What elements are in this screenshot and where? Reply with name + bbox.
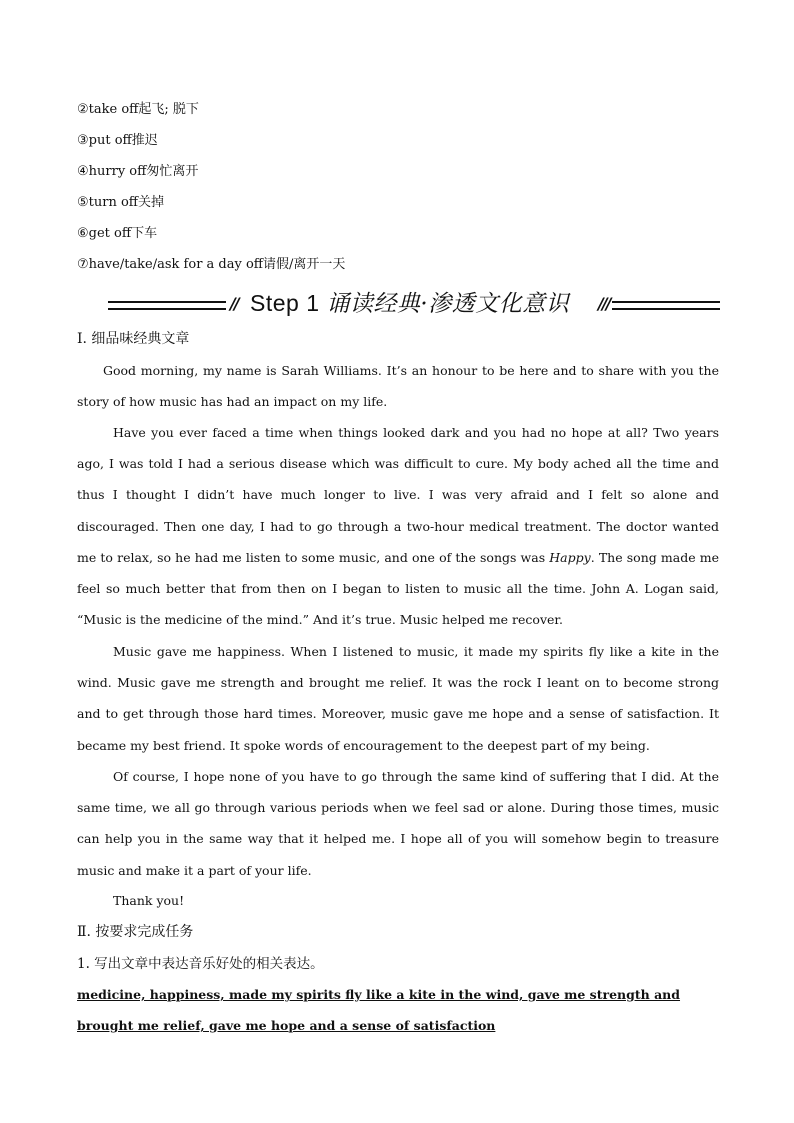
banner-title-cn: 诵读经典·渗透文化意识: [326, 291, 570, 317]
paragraph-text: Have you ever faced a time when things looked dark and you had no hope at all? Two years ago, I was told I had a serious disease which was difficult to cure. My body ached all the time and thus I thought I didn’t have much longer to live. I was very afraid and I felt so alone and discouraged. Then one day, I had to go through a two-hour medical treatment. The doctor wanted me to relax, so he had me listen to some music, and one of the songs was: [77, 425, 719, 565]
answer-text: medicine, happiness, made my spirits fly like a kite in the wind, gave me strength and brought me relief, gave me hope and a sense of satisfaction: [77, 987, 681, 1033]
banner-title: [250, 287, 569, 320]
article-paragraph: Of course, I hope none of you have to go through the same kind of suffering that I did. At the same time, we all go through various periods when we feel sad or alone. During those times, music can help you in the same way that it helped me. I hope all of you will somehow begin to treasure music and make it a part of your life.: [77, 769, 719, 878]
article-paragraph: [77, 417, 719, 635]
banner-slashes-left: //: [230, 294, 238, 313]
question-text: 1. 写出文章中表达音乐好处的相关表达。: [77, 956, 324, 972]
paragraph-text: . The song made me feel so much better that from then on I began to listen to music all the time. John A. Logan said, “Music is the medicine of the mind.” And it’s true. Music helped me recover.: [77, 549, 719, 628]
article-paragraph: Music gave me happiness. When I listened to music, it made my spirits fly like a kite in the wind. Music gave me strength and brought me relief. It was the rock I leant on to become strong and to get through those hard times. Moreover, music gave me hope and a sense of satisfaction. It became my best friend. It spoke words of encouragement to the deepest part of my being.: [77, 644, 719, 753]
banner-rule-left: [108, 301, 226, 310]
phrase-item: ⑥get off下车: [77, 226, 158, 241]
section-heading: Ⅰ. 细品味经典文章: [77, 331, 190, 347]
article-paragraph: Good morning, my name is Sarah Williams. It’s an honour to be here and to share with you the story of how music has had an impact on my life.: [77, 363, 719, 410]
phrase-item: ⑤turn off关掉: [77, 195, 165, 210]
phrase-item: ②take off起飞; 脱下: [77, 102, 199, 117]
banner-rule-right: [612, 301, 720, 310]
banner-slashes-right: ///: [598, 294, 610, 313]
phrase-item: ④hurry off匆忙离开: [77, 164, 199, 179]
phrase-item: ⑦have/take/ask for a day off请假/离开一天: [77, 257, 346, 272]
phrase-item: ③put off推迟: [77, 133, 158, 148]
song-title: Happy: [549, 549, 591, 565]
article-paragraph: Thank you!: [113, 893, 185, 908]
section-heading: Ⅱ. 按要求完成任务: [77, 924, 194, 940]
step-banner: [108, 287, 720, 321]
banner-step: Step 1: [250, 290, 320, 316]
